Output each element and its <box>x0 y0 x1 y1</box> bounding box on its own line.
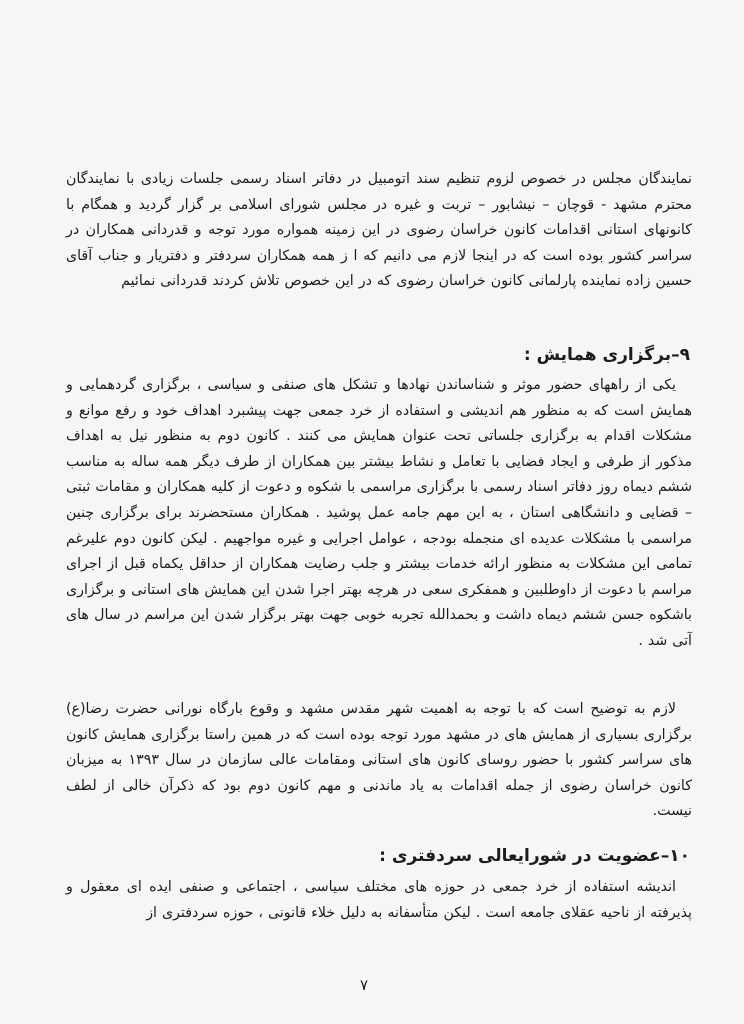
paragraph-collective-wisdom: اندیشه استفاده از خرد جمعی در حوزه های مختلف سیاسی ، اجتماعی و صنفی ایده ای معقول و پذیرفته از ناحیه عقلای جامعه است . لیکن متأسفانه به دلیل خلاء قانونی ، حوزه سردفتری از <box>66 879 692 921</box>
section-heading-supreme-council-membership: ۱۰–عضویت در شورایعالی سردفتری : <box>379 846 690 866</box>
paragraph-conferences: یکی از راههای حضور موثر و شناساندن نهادها و تشکل های صنفی و سیاسی ، برگزاری گردهمایی و همایش است که به منظور هم اندیشی و استفاده از خرد جمعی جهت پیشبرد اهداف خود و رفع موانع و مشکلات اقدام به برگزاری جلساتی تحت عنوان همایش می کنند . کانون دوم به منظور نیل به اهداف مذکور از طرفی و ایجاد فضایی با تعامل و نشاط بیشتر بین همکاران از طرف دیگر همه ساله به مناسب ششم دیماه روز دفاتر اسناد رسمی با برگزاری مراسمی با شکوه و دعوت از کلیه همکاران و مقامات ثبتی – قضایی و دانشگاهی استان ، به این مهم جامه عمل پوشید . همکاران مستحضرند برای برگزاری چنین مراسمی با مشکلات عدیده ای منجمله بودجه ، عوامل اجرایی و غیره مواجهیم . لیکن کانون دوم علیرغم تمامی این مشکلات به منظور ارائه خدمات بیشتر و جلب رضایت همکاران از حداقل یکماه قبل از اجرای مراسم با دعوت از داوطلبین و همفکری سعی در هرچه بهتر اجرا شدن این همایش های استانی و برگزاری باشکوه جسن ششم دیماه داشت و بحمدالله تجربه خوبی جهت بهتر برگزار شدن این مراسم در سال های آتی شد . <box>66 377 692 649</box>
paragraph-notary-vehicle-deeds: نمایندگان مجلس در خصوص لزوم تنظیم سند اتومبیل در دفاتر اسناد رسمی جلسات زیادی با نمایندگان محترم مشهد - قوچان – نیشابور – تربت و غیره در مجلس شورای اسلامی بر گزار گردید و همگام با کانونهای استانی اقدامات کانون خراسان رضوی در این زمینه همواره مورد توجه و قدردانی همکاران در سراسر کشور بوده است که در اینجا لازم می دانیم که ا ز همه همکاران سردفتر و دفتریار و جناب آقای حسین زاده نماینده پارلمانی کانون خراسان رضوی که در این خصوص تلاش کردند قدردانی نمائیم <box>66 171 692 290</box>
page-number: ۷ <box>359 976 369 994</box>
section-heading-holding-conferences: ۹–برگزاری همایش : <box>523 345 690 365</box>
paragraph-mashhad-national-conference: لازم به توضیح است که با توجه به اهمیت شهر مقدس مشهد و وقوع بارگاه نورانی حضرت رضا(ع) برگزاری بسیاری از همایش های در مشهد مورد توجه بوده است که در همین راستا برگزاری همایش کانون های سراسر کشور با حضور روسای کانون های استانی ومقامات عالی سازمان در سال ۱۳۹۳ به میزبان کانون خراسان رضوی از جمله اقدامات به یاد ماندنی و مهم کانون دوم بود که ذکرآن خالی از لطف نیست. <box>66 701 692 820</box>
